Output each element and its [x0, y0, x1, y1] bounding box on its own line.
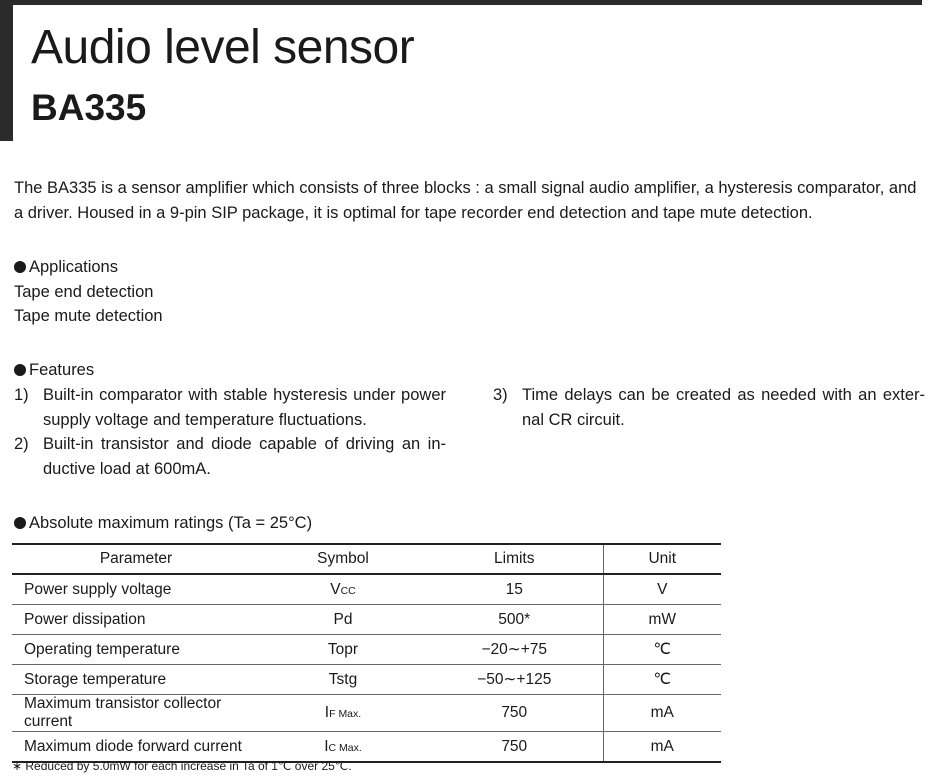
intro-paragraph: The BA335 is a sensor amplifier which consists of three blocks : a small signal audio amplifier, a hysteresis comparator, and a driver. Housed in a 9-pin SIP package, it is optimal for tape recorder end detection and tape mute detection.: [14, 179, 917, 222]
parameter-cell: Power supply voltage: [12, 574, 260, 605]
applications-heading-label: Applications: [29, 258, 118, 276]
parameter-cell: Operating temperature: [12, 635, 260, 665]
parameter-cell: Power dissipation: [12, 605, 260, 635]
feature-text: Time delays can be created as needed with an exter- nal CR circuit.: [522, 386, 925, 429]
table-row: [12, 665, 721, 695]
symbol-cell: VCC: [260, 574, 426, 605]
limits-cell: 750: [426, 732, 603, 763]
column-header-limits: Limits: [426, 544, 603, 574]
parameter-cell: Maximum diode forward current: [12, 732, 260, 763]
symbol-cell: Pd: [260, 605, 426, 635]
table-row: [12, 635, 721, 665]
unit-cell: ℃: [603, 665, 721, 695]
column-header-unit: Unit: [603, 544, 721, 574]
unit-cell: V: [603, 574, 721, 605]
limits-cell: 750: [426, 695, 603, 732]
symbol-cell: IF Max.: [260, 695, 426, 732]
ratings-heading: [14, 511, 312, 536]
table-row: [12, 574, 721, 605]
limits-cell: 500*: [426, 605, 603, 635]
bullet-icon: [14, 364, 26, 376]
feature-text: Built-in comparator with stable hysteresis under power supply voltage and temperature fluctuations.: [43, 386, 446, 429]
bullet-icon: [14, 517, 26, 529]
page-title: Audio level sensor: [31, 21, 415, 74]
features-heading-label: Features: [29, 361, 95, 379]
table-header-row: [12, 544, 721, 574]
part-number: BA335: [31, 87, 147, 128]
ratings-heading-label: Absolute maximum ratings (Ta = 25°C): [29, 514, 313, 532]
feature-number: 1): [14, 386, 29, 404]
unit-cell: mA: [603, 732, 721, 763]
features-heading: [14, 358, 94, 383]
application-item: Tape mute detection: [14, 307, 163, 325]
symbol-cell: Topr: [260, 635, 426, 665]
header-top-rule: [0, 0, 922, 5]
feature-number: 2): [14, 435, 29, 453]
column-header-symbol: Symbol: [260, 544, 426, 574]
limits-cell: −50∼+125: [426, 665, 603, 695]
limits-cell: −20∼+75: [426, 635, 603, 665]
parameter-cell: Maximum transistor collector current: [12, 695, 260, 732]
table-row: [12, 695, 721, 732]
header-side-bar: [0, 0, 13, 141]
feature-item: [14, 383, 446, 432]
feature-text: Built-in transistor and diode capable of driving an in- ductive load at 600mA.: [43, 435, 446, 478]
table-row: [12, 605, 721, 635]
ratings-table: [12, 543, 721, 763]
feature-item: [493, 383, 925, 432]
parameter-cell: Storage temperature: [12, 665, 260, 695]
application-item: Tape end detection: [14, 283, 154, 301]
unit-cell: ℃: [603, 635, 721, 665]
feature-number: 3): [493, 386, 508, 404]
unit-cell: mA: [603, 695, 721, 732]
symbol-cell: Tstg: [260, 665, 426, 695]
feature-item: [14, 432, 446, 481]
column-header-parameter: Parameter: [12, 544, 260, 574]
symbol-cell: IC Max.: [260, 732, 426, 763]
bullet-icon: [14, 261, 26, 273]
table-footnote: ∗ Reduced by 5.0mW for each increase in Ta of 1℃ over 25℃.: [12, 759, 352, 773]
applications-heading: [14, 255, 118, 280]
limits-cell: 15: [426, 574, 603, 605]
unit-cell: mW: [603, 605, 721, 635]
